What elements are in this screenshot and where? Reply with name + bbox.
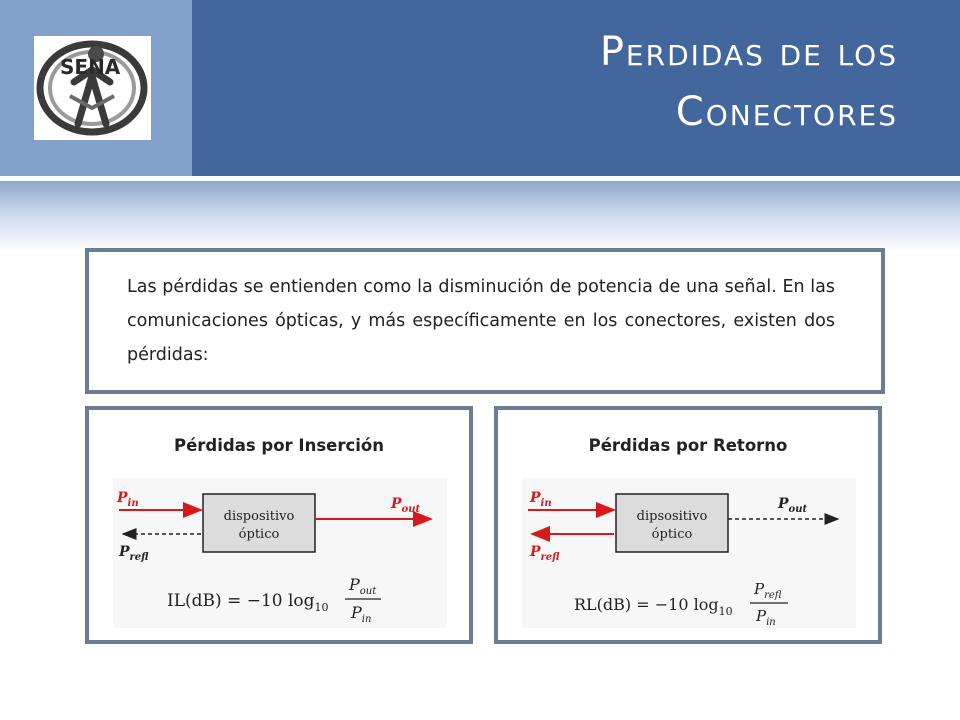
p-refl-sub: refl (129, 552, 149, 563)
rl-formula-lhs: RL(dB) = −10 log (574, 595, 719, 614)
il-formula (167, 591, 329, 614)
svg-text:Pin (529, 490, 552, 509)
svg-text:Pout (777, 496, 807, 515)
intro-text: Las pérdidas se entienden como la disminución de potencia de una señal. En las comunicaciones ópticas, y más específicamente en los conectores, existen dos pérdidas: (127, 277, 835, 365)
rl-numerator: P (754, 580, 765, 598)
insertion-loss-diagram (113, 478, 447, 628)
rl-denominator: P (756, 607, 767, 625)
device-label-1: dispositivo (223, 509, 295, 524)
p-in-sub: in (540, 498, 552, 509)
device-label-2: óptico (238, 527, 280, 542)
p-refl-label: P (119, 544, 130, 560)
slide-title-line1: Perdidas de los (599, 29, 898, 75)
p-out-sub: out (788, 504, 808, 515)
sena-logo (34, 36, 151, 140)
return-loss-diagram (522, 478, 856, 628)
header-gradient (0, 181, 960, 251)
svg-text:Pin (755, 607, 776, 628)
rl-formula-base: 10 (718, 605, 733, 618)
il-denominator-sub: in (361, 614, 372, 625)
p-out-label: P (391, 496, 402, 512)
device-label-2: óptico (651, 527, 693, 542)
slide-title (258, 22, 898, 142)
p-refl-label: P (530, 544, 541, 560)
svg-text:Prefl (753, 580, 782, 601)
return-loss-card (494, 406, 882, 644)
p-out-label: P (778, 496, 789, 512)
il-numerator: P (349, 575, 360, 594)
p-out-sub: out (401, 504, 421, 515)
svg-text:Pin (116, 490, 139, 509)
il-formula-base: 10 (314, 601, 329, 614)
p-in-label: P (530, 490, 541, 506)
rl-denominator-sub: in (766, 617, 776, 628)
intro-box (85, 248, 885, 394)
return-loss-title: Pérdidas por Retorno (588, 436, 788, 455)
sena-logo-text: SENA (60, 55, 121, 79)
svg-text:Prefl (529, 544, 560, 563)
p-in-sub: in (127, 498, 139, 509)
svg-text:Pout (390, 496, 420, 515)
slide-title-line2: Conectores (675, 89, 898, 135)
p-in-label: P (117, 490, 128, 506)
insertion-loss-title: Pérdidas por Inserción (174, 436, 384, 455)
p-refl-sub: refl (540, 552, 560, 563)
rl-formula (574, 595, 733, 618)
il-numerator-sub: out (359, 586, 377, 597)
il-formula-lhs: IL(dB) = −10 log (167, 591, 315, 611)
svg-text:Pout (348, 575, 377, 597)
insertion-loss-card (85, 406, 473, 644)
device-label-1: dipsositivo (636, 509, 708, 524)
il-denominator: P (351, 603, 362, 622)
rl-numerator-sub: refl (764, 590, 782, 601)
svg-text:Pin (350, 603, 371, 625)
svg-text:Prefl (118, 544, 149, 563)
